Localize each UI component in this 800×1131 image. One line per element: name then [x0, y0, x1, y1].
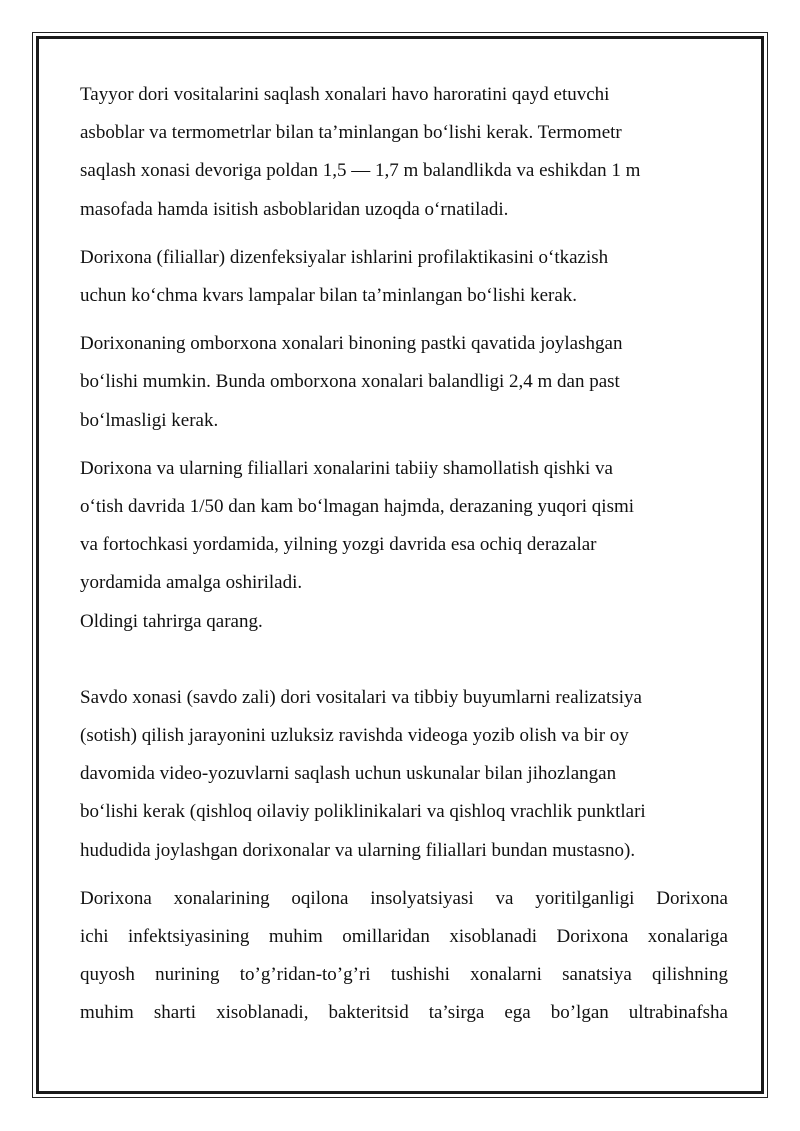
text-line: uchun ko‘chma kvars lampalar bilan ta’minlangan bo‘lishi kerak. [80, 285, 578, 307]
paragraph-storage-thermometers [80, 76, 728, 229]
text-line: bo‘lishi mumkin. Bunda omborxona xonalari balandligi 2,4 m dan past [80, 371, 620, 393]
page-border [32, 32, 768, 1098]
paragraph-quartz-lamps [80, 239, 728, 315]
text-line: muhim sharti xisoblanadi, bakteritsid ta’sirga ega bo’lgan ultrabinafsha [80, 1002, 728, 1024]
text-line: hududida joylashgan dorixonalar va ularning filiallari bundan mustasno). [80, 839, 636, 861]
page-border-inner [36, 36, 764, 1094]
text-line: va fortochkasi yordamida, yilning yozgi davrida esa ochiq derazalar [80, 534, 597, 556]
paragraph-video-recording [80, 679, 728, 870]
text-line: quyosh nurining to’g’ridan-to’g’ri tushishi xonalarni sanatsiya qilishning [80, 964, 728, 986]
text-line: Dorixonaning omborxona xonalari binoning pastki qavatida joylashgan [80, 333, 623, 355]
text-line: Savdo xonasi (savdo zali) dori vositalari va tibbiy buyumlarni realizatsiya [80, 686, 642, 708]
text-line: o‘tish davrida 1/50 dan kam bo‘lmagan hajmda, derazaning yuqori qismi [80, 496, 635, 518]
text-line: Dorixona (filiallar) dizenfeksiyalar ishlarini profilaktikasini o‘tkazish [80, 246, 609, 268]
blank-gap [80, 651, 728, 679]
text-line: Tayyor dori vositalarini saqlash xonalari havo haroratini qayd etuvchi [80, 84, 610, 105]
text-line: ichi infektsiyasining muhim omillaridan xisoblanadi Dorixona xonalariga [80, 926, 728, 948]
paragraph-ventilation [80, 450, 728, 641]
text-line: Dorixona xonalarining oqilona insolyatsiyasi va yoritilganligi Dorixona [80, 887, 728, 909]
paragraph-warehouse-rooms [80, 325, 728, 440]
text-line: saqlash xonasi devoriga poldan 1,5 — 1,7 m balandlikda va eshikdan 1 m [80, 160, 641, 182]
text-line: davomida video-yozuvlarni saqlash uchun uskunalar bilan jihozlangan [80, 763, 617, 785]
text-line: Dorixona va ularning filiallari xonalarini tabiiy shamollatish qishki va [80, 457, 613, 479]
text-line: asboblar va termometrlar bilan ta’minlangan bo‘lishi kerak. Termometr [80, 122, 622, 144]
paragraph-insolation [80, 880, 728, 1033]
text-line: (sotish) qilish jarayonini uzluksiz ravishda videoga yozib olish va bir oy [80, 725, 629, 747]
text-line: masofada hamda isitish asboblaridan uzoqda o‘rnatiladi. [80, 198, 509, 220]
text-line: bo‘lishi kerak (qishloq oilaviy poliklinikalari va qishloq vrachlik punktlari [80, 801, 646, 823]
document-body [80, 76, 728, 1043]
text-line: yordamida amalga oshiriladi. [80, 572, 303, 594]
text-line: bo‘lmasligi kerak. [80, 409, 219, 431]
previous-edition-note: Oldingi tahrirga qarang. [80, 610, 263, 632]
